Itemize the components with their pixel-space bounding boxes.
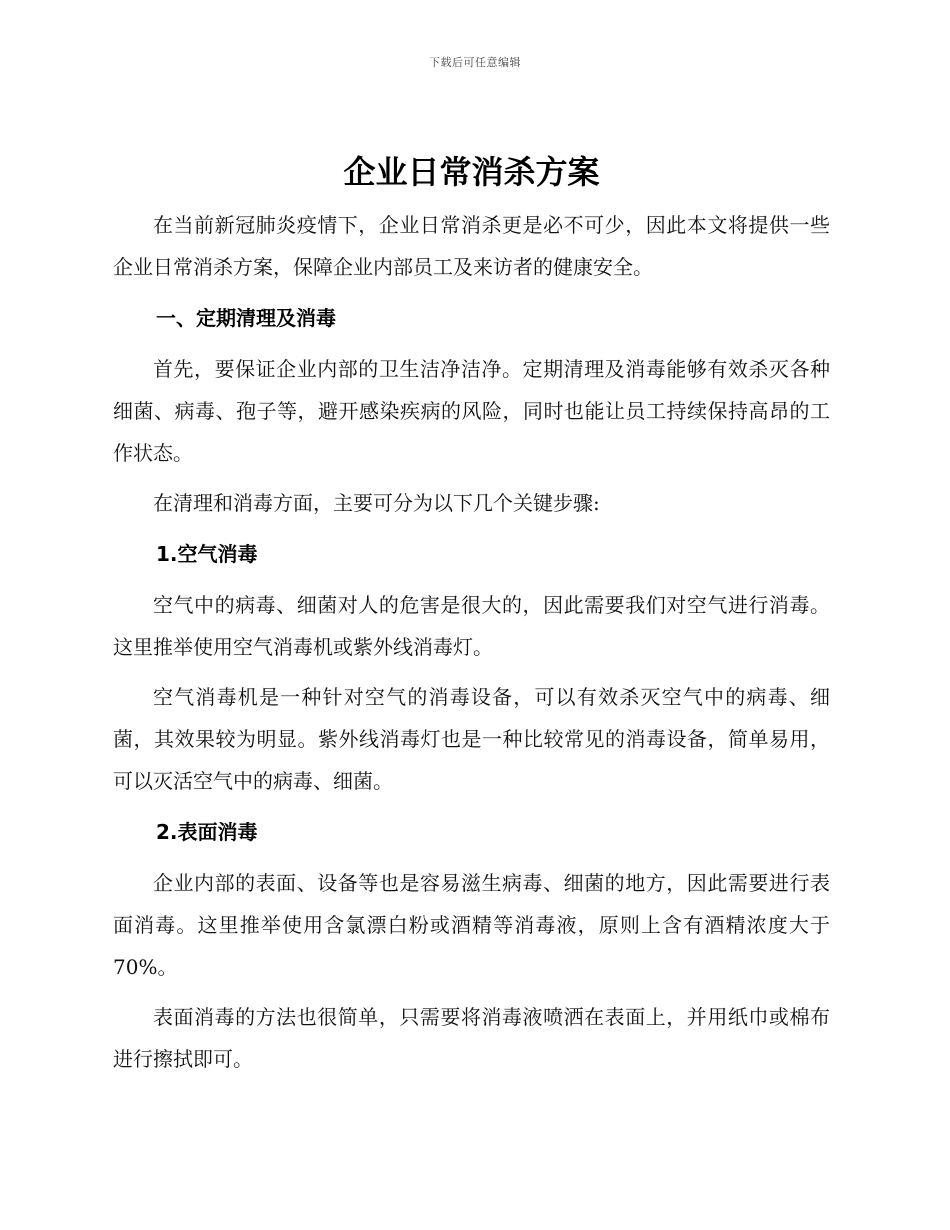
surface-disinfection-paragraph-2: 表面消毒的方法也很简单，只需要将消毒液喷洒在表面上，并用纸巾或棉布进行擦拭即可。 (113, 1005, 830, 1071)
section1-paragraph-2: 在清理和消毒方面，主要可分为以下几个关键步骤: (153, 491, 600, 515)
section-heading-regular-cleaning: 一、定期清理及消毒 (156, 306, 336, 330)
header-note: 下载后可任意编辑 (429, 56, 521, 69)
section1-paragraph-1: 首先，要保证企业内部的卫生洁净洁净。定期清理及消毒能够有效杀灭各种细菌、病毒、孢子等，避开感染疾病的风险，同时也能让员工持续保持高昂的工作状态。 (113, 357, 830, 465)
subheading-surface-disinfection: 2.表面消毒 (156, 820, 258, 844)
intro-paragraph: 在当前新冠肺炎疫情下，企业日常消杀更是必不可少，因此本文将提供一些企业日常消杀方案，保障企业内部员工及来访者的健康安全。 (113, 213, 830, 279)
subheading-air-disinfection: 1.空气消毒 (156, 542, 258, 566)
document-body (113, 150, 830, 1080)
document-title: 企业日常消杀方案 (343, 153, 600, 191)
surface-disinfection-paragraph-1: 企业内部的表面、设备等也是容易滋生病毒、细菌的地方，因此需要进行表面消毒。这里推举使用含氯漂白粉或酒精等消毒液，原则上含有酒精浓度大于 70%。 (113, 871, 830, 979)
air-disinfection-paragraph-2: 空气消毒机是一种针对空气的消毒设备，可以有效杀灭空气中的病毒、细菌，其效果较为明显。紫外线消毒灯也是一种比较常见的消毒设备，简单易用，可以灭活空气中的病毒、细菌。 (113, 685, 830, 793)
air-disinfection-paragraph-1: 空气中的病毒、细菌对人的危害是很大的，因此需要我们对空气进行消毒。这里推举使用空气消毒机或紫外线消毒灯。 (113, 593, 830, 659)
